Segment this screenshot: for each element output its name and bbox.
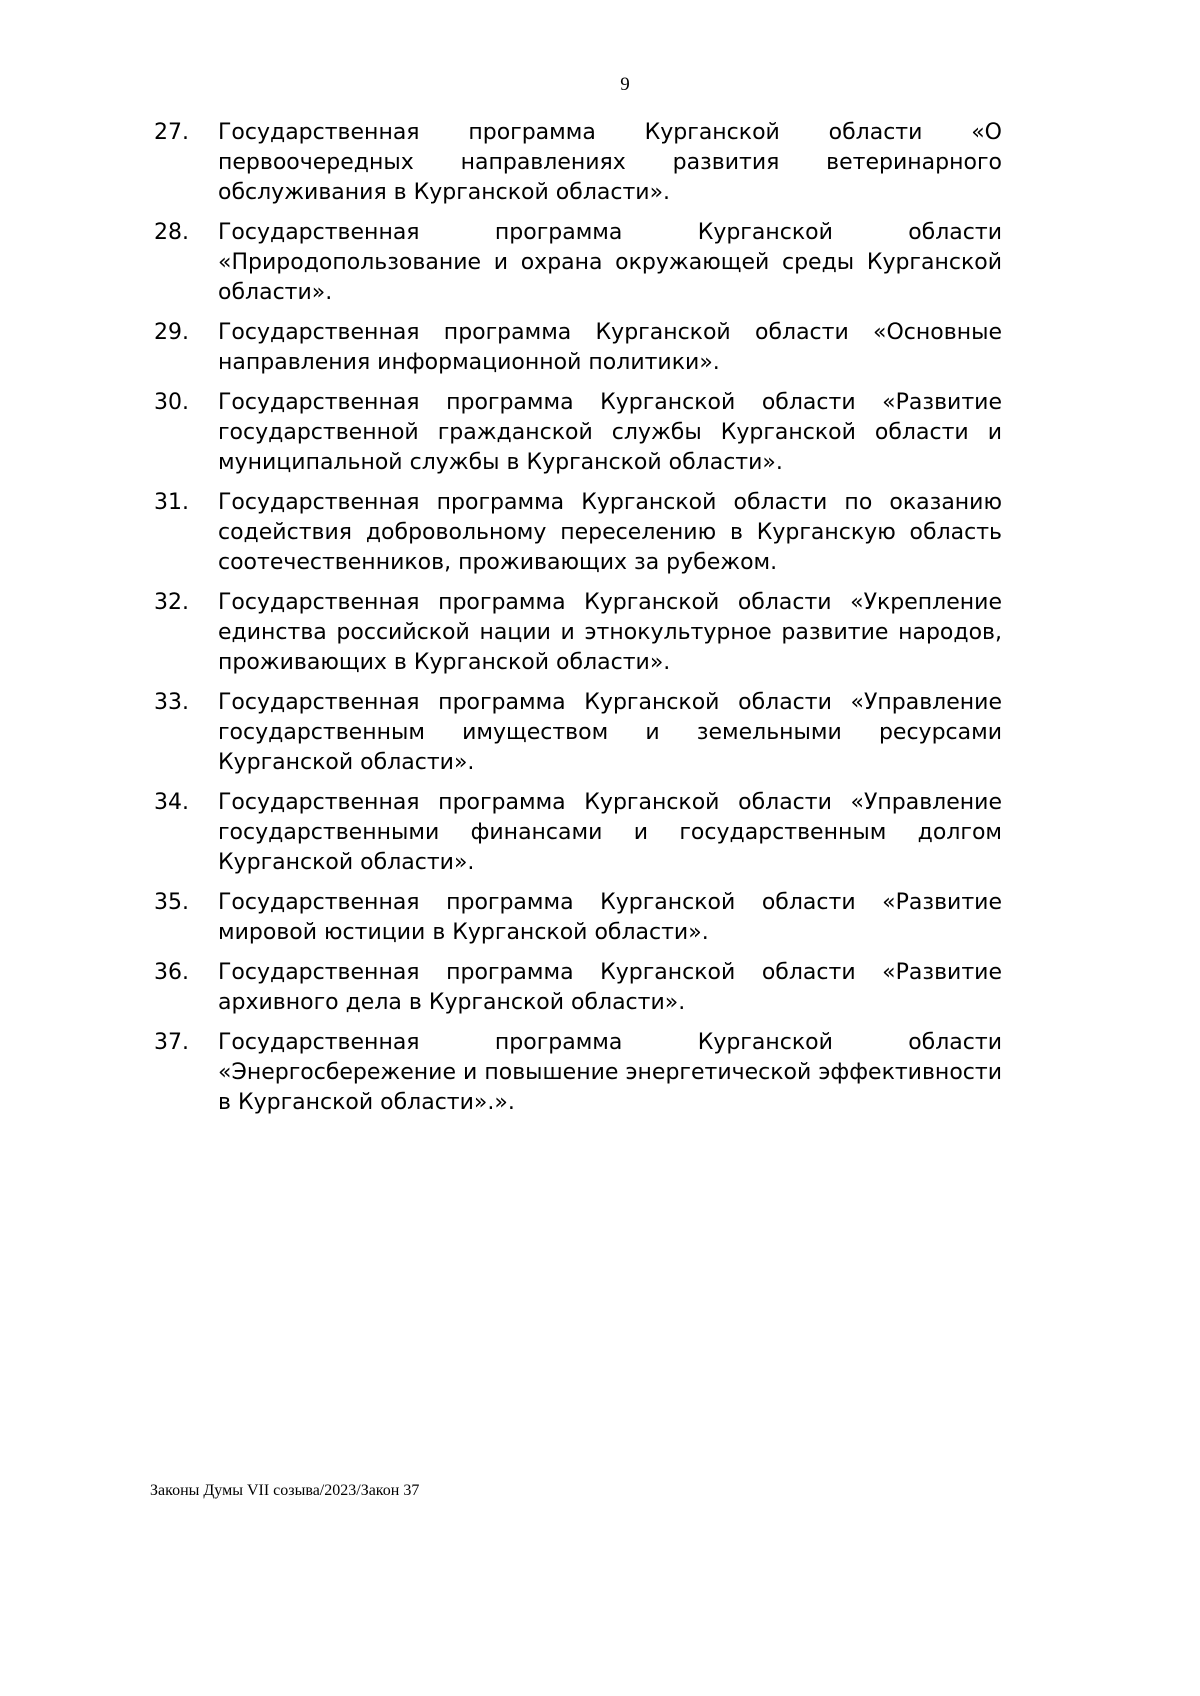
list-item-text: Государственная программа Курганской области «Управление государственными финансами и государственным долгом Курганской области».: [218, 790, 1002, 875]
list-item-number: 27.: [154, 120, 189, 145]
list-item: [154, 788, 1002, 878]
list-item-number: 37.: [154, 1030, 189, 1055]
list-item: [154, 488, 1002, 578]
list-item: [154, 218, 1002, 308]
document-footer: Законы Думы VII созыва/2023/Закон 37: [150, 1482, 420, 1499]
list-item-number: 36.: [154, 960, 189, 985]
list-item-text: Государственная программа Курганской области «Энергосбережение и повышение энергетической эффективности в Курганской области».».: [218, 1030, 1002, 1115]
list-item: [154, 318, 1002, 378]
list-item-number: 31.: [154, 490, 189, 515]
program-list: [154, 118, 1002, 1128]
list-item-number: 35.: [154, 890, 189, 915]
list-item-text: Государственная программа Курганской области «Основные направления информационной политики».: [218, 320, 1002, 375]
list-item-text: Государственная программа Курганской области «Развитие мировой юстиции в Курганской области».: [218, 890, 1002, 945]
list-item: [154, 958, 1002, 1018]
list-item-text: Государственная программа Курганской области по оказанию содействия добровольному переселению в Курганскую область соотечественников, проживающих за рубежом.: [218, 490, 1002, 575]
list-item-number: 29.: [154, 320, 189, 345]
list-item-number: 33.: [154, 690, 189, 715]
list-item-number: 34.: [154, 790, 189, 815]
page-number: 9: [620, 74, 630, 95]
list-item-text: Государственная программа Курганской области «Управление государственным имуществом и земельными ресурсами Курганской области».: [218, 690, 1002, 775]
list-item: [154, 1028, 1002, 1118]
list-item-text: Государственная программа Курганской области «О первоочередных направлениях развития ветеринарного обслуживания в Курганской области».: [218, 120, 1002, 205]
list-item: [154, 688, 1002, 778]
list-item: [154, 118, 1002, 208]
list-item-text: Государственная программа Курганской области «Укрепление единства российской нации и этнокультурное развитие народов, проживающих в Курганской области».: [218, 590, 1002, 675]
list-item-number: 32.: [154, 590, 189, 615]
list-item-number: 28.: [154, 220, 189, 245]
list-item: [154, 388, 1002, 478]
list-item: [154, 888, 1002, 948]
list-item-text: Государственная программа Курганской области «Развитие архивного дела в Курганской области».: [218, 960, 1002, 1015]
list-item: [154, 588, 1002, 678]
list-item-text: Государственная программа Курганской области «Природопользование и охрана окружающей среды Курганской области».: [218, 220, 1002, 305]
list-item-number: 30.: [154, 390, 189, 415]
list-item-text: Государственная программа Курганской области «Развитие государственной гражданской службы Курганской области и муниципальной службы в Курганской области».: [218, 390, 1002, 475]
